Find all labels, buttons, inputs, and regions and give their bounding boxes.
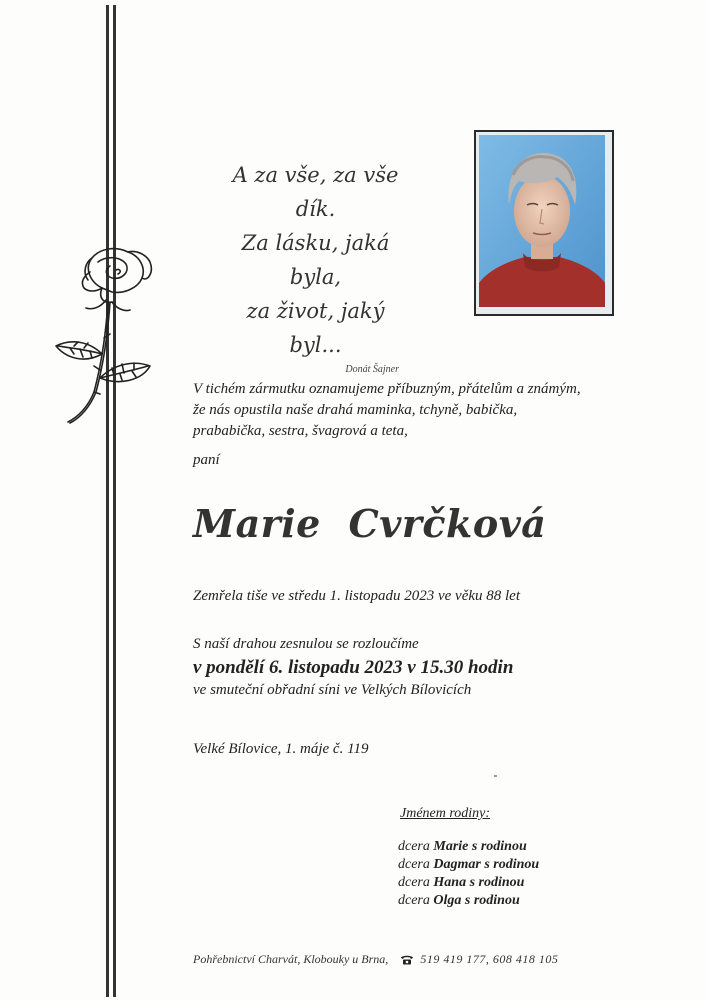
intro-line-1: V tichém zármutku oznamujeme příbuzným, přátelům a známým, <box>193 381 581 397</box>
family-member: dcera Hana s rodinou <box>398 875 525 890</box>
family-heading: Jménem rodiny: <box>400 806 491 821</box>
funeral-company: Pohřebnictví Charvát, Klobouky u Brna, <box>193 952 389 966</box>
death-notice: Zemřela tiše ve středu 1. listopadu 2023 ve věku 88 let <box>193 588 521 604</box>
farewell-datetime: v pondělí 6. listopadu 2023 v 15.30 hodin <box>193 657 514 678</box>
quote-author: Donát Šajner <box>345 364 399 375</box>
memorial-quote <box>228 158 403 375</box>
family-signatures <box>398 806 539 910</box>
speck <box>494 775 497 777</box>
quote-line-3: za život, jaký byl... <box>246 299 385 357</box>
funeral-details <box>193 633 513 702</box>
phone-icon <box>400 954 414 965</box>
intro-line-3: prababička, sestra, švagrová a teta, <box>193 423 408 439</box>
deceased-name: Marie Cvrčková <box>193 501 547 546</box>
family-member: dcera Dagmar s rodinou <box>398 857 540 872</box>
rose-icon <box>50 242 165 427</box>
quote-line-1: A za vše, za vše dík. <box>232 163 399 221</box>
farewell-place: ve smuteční obřadní síni ve Velkých Bílovicích <box>193 682 472 698</box>
funeral-service-footer <box>193 952 558 967</box>
border-line-right <box>113 5 116 997</box>
phone-numbers: 519 419 177, 608 418 105 <box>420 952 559 966</box>
honorific: paní <box>193 452 220 468</box>
border-line-left <box>106 5 109 997</box>
announcement-intro <box>193 379 581 442</box>
quote-line-2: Za lásku, jaká byla, <box>241 231 390 289</box>
portrait-photo <box>474 130 614 316</box>
intro-line-2: že nás opustila naše drahá maminka, tchyně, babička, <box>193 402 518 418</box>
family-member: dcera Olga s rodinou <box>398 893 520 908</box>
family-member: dcera Marie s rodinou <box>398 839 527 854</box>
farewell-intro: S naší drahou zesnulou se rozloučíme <box>193 636 419 652</box>
family-address: Velké Bílovice, 1. máje č. 119 <box>193 741 369 757</box>
portrait-image <box>479 135 605 307</box>
